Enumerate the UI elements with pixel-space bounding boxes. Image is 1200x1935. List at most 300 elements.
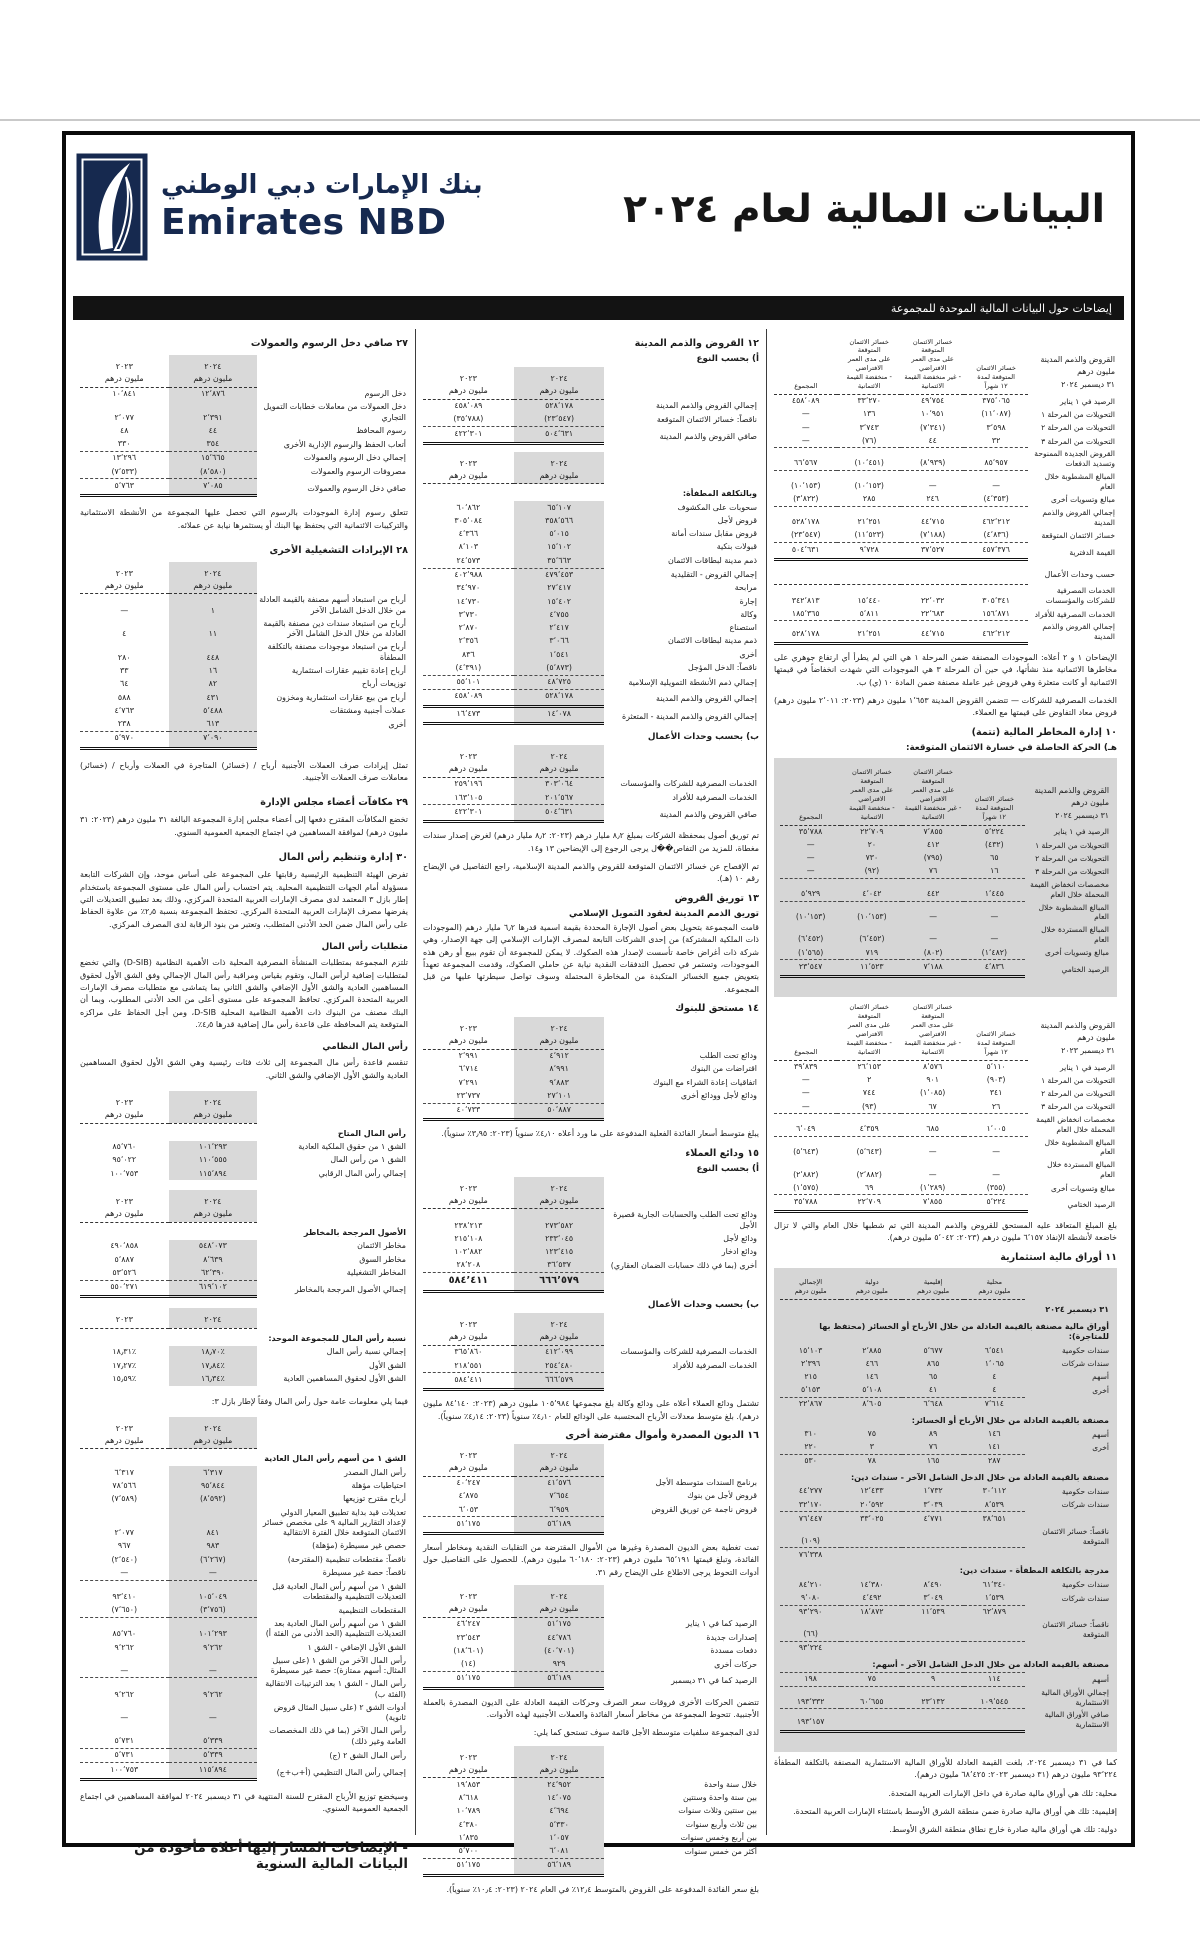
value-cell: (٦٬٤٥٢) <box>797 934 824 944</box>
header-spacer-cell <box>257 1417 408 1449</box>
value-cell: ٣١٠ <box>804 1429 817 1439</box>
row-label-cell: أرباح مقترح توزيعها <box>343 1494 406 1504</box>
value-cell: ٣٧٥٬٠٦٥ <box>982 396 1010 406</box>
table-row <box>80 479 408 496</box>
value-2024-cell: (٢٣٬٥٤٧) <box>514 413 605 427</box>
value-2024-cell: ٩٬٨٨٣ <box>514 1076 605 1089</box>
group-label-cell: الشق ١ من أسهم رأس المال العادية <box>264 1454 406 1464</box>
table-header-row <box>80 355 408 387</box>
value-2024-cell: ٤٬٩١٢ <box>514 1049 605 1063</box>
value-2023-cell: ٢٬٨٧٠ <box>458 623 479 633</box>
value-cell: ٦٬٦٤٨ <box>902 1397 963 1411</box>
table-row <box>774 470 1117 493</box>
value-cell: ١٦٥ <box>902 1454 963 1468</box>
row-label-cell: التحويلات من المرحلة ١ <box>1041 1075 1115 1085</box>
value-cell <box>964 1548 1025 1562</box>
value-2023-cell: ١٠٠٬٧٥٣ <box>110 1168 139 1178</box>
value-cell: ٤٦٦ <box>865 1358 879 1368</box>
value-2024-cell: ٣٥٤ <box>169 438 258 452</box>
value-cell <box>841 1619 902 1642</box>
value-2023-cell: ٩٦٧ <box>117 1541 131 1551</box>
value-2024-cell: ٤٬٧٥٥ <box>514 608 605 621</box>
table-row <box>774 1087 1117 1100</box>
table-row <box>774 506 1117 529</box>
row-label-cell: أسهم <box>1092 1675 1109 1685</box>
table-row <box>423 1373 759 1390</box>
value-cell: ٥٢٨٬١٧٨ <box>774 621 837 644</box>
row-label-cell: مخصصات انخفاض القيمة المحملة خلال العام <box>1036 1115 1115 1134</box>
value-2023-cell: ٤٥٨٬٠٨٩ <box>454 401 483 410</box>
value-cell: (٨٠٢) <box>923 947 943 957</box>
table-row <box>780 1641 1111 1655</box>
value-cell: — <box>806 840 815 850</box>
document-frame <box>62 131 1135 1894</box>
row-label-cell: مبالغ وتسويات أخرى <box>1050 495 1115 505</box>
value-cell: ٤ <box>992 1385 997 1395</box>
table-caption-cell <box>1025 1277 1111 1300</box>
note-paragraph: فيما يلي معلومات عامة حول رأس المال وفقاً لإطار بازل ٣: <box>211 1396 408 1406</box>
row-label-cell: الرصيد في ١ يناير <box>1060 1062 1115 1072</box>
value-cell: (٧٬١٨٨) <box>919 530 946 540</box>
table-row <box>423 608 759 621</box>
column-header-cell: محلية مليون درهم <box>964 1277 1025 1300</box>
value-2023-cell: ٦٬٣١٧ <box>114 1467 135 1477</box>
table-row <box>423 805 759 822</box>
row-label-cell: اتفاقيات إعادة الشراء مع البنوك <box>652 1077 757 1087</box>
column-header-cell: خسائر الائتمان المتوقعة على مدى العمر الافتراضي - غير منخفضة القيمة الائتمانية <box>902 767 963 825</box>
value-cell <box>964 1709 1025 1732</box>
row-label-cell: المبالغ المشطوبة خلال العام <box>1038 902 1109 922</box>
row-label-cell: التحويلات من المرحلة ٢ <box>1041 422 1115 432</box>
value-2023-cell: ٦٬٠٥٣ <box>458 1504 479 1514</box>
table-row <box>423 689 759 706</box>
column-header-cell: المجموع <box>774 336 837 394</box>
value-2024-cell: ١١ <box>169 617 258 641</box>
table-row <box>780 1655 1111 1672</box>
value-2023-cell: ٦٬٧١٤ <box>458 1064 479 1074</box>
value-2023-cell: ٩٥٬٠٢٢ <box>112 1155 137 1165</box>
table-header-row <box>80 1091 408 1123</box>
row-label-cell: التحويلات من المرحلة ٣ <box>1041 1102 1115 1112</box>
row-label-cell <box>604 1103 759 1120</box>
value-2023-cell: ٥٬٧٦٣ <box>80 479 169 496</box>
value-cell: (٤٬٨٣٦) <box>983 530 1009 540</box>
row-label-cell: أسهم <box>1092 1429 1109 1439</box>
value-cell: ١٤٦ <box>988 1429 1001 1439</box>
table-caption-cell: حسب وحدات الأعمال <box>1044 570 1115 580</box>
row-label-cell: حركات أخرى <box>714 1659 757 1669</box>
table-row <box>780 1672 1111 1686</box>
value-2023-cell: ٢٬٣٥٦ <box>458 636 479 646</box>
note-heading: ١٣ توريق القروض <box>674 892 759 904</box>
value-cell: — <box>801 1088 810 1098</box>
value-cell: ٢٦٬١٥٣ <box>857 1062 881 1072</box>
table-row <box>774 529 1117 543</box>
value-cell: ٦٦٬٥٦٧ <box>774 448 837 471</box>
table-header-row <box>423 1444 759 1476</box>
group-label-cell: الأصول المرجحة بالمخاطر <box>303 1227 406 1237</box>
table-header-row <box>423 1017 759 1049</box>
table-row <box>423 1246 759 1259</box>
value-cell: ٧١٩ <box>865 947 879 957</box>
row-label-cell: وكالة <box>740 609 757 619</box>
value-cell: ٦٬٠٤٩ <box>774 1114 837 1137</box>
value-2024-cell: ٤٤ <box>169 424 258 437</box>
value-2024-cell: — <box>169 1701 258 1725</box>
note-paragraph: تشتمل ودائع العملاء أعلاه على ودائع وكالة بلغ مجموعها ١٠٥٬٩٨٤ مليون درهم (٢٠٢٣: ٨٤٬١٤٠ مليون درهم). بلغ متوسط معدلات الأرباح المحتسبة على الودائع للعام ٤٫١٠٪ سنوياً (٢٠٢٣: ٤٫١٤٪ سنوياً). <box>423 1399 759 1421</box>
value-cell: ١٬٤٤٥ <box>964 879 1025 902</box>
value-cell: ٢٬٣٩٦ <box>801 1358 821 1368</box>
value-cell: ٥٬١٠٨ <box>862 1385 882 1395</box>
note-paragraph: بلغ سعر الفائدة المدفوعة على القروض بالمتوسط ١٢٫٤٪ في العام ٢٠٢٤ (٢٠٢٣: ١٠٫٤٪ سنوياً). <box>446 1884 759 1894</box>
group-label-cell: مدرجة بالتكلفة المطفأة - سندات دين: <box>959 1566 1109 1576</box>
data-table-four-columns <box>780 767 1111 978</box>
value-2024-cell: ٢٣٣٬٠٤٥ <box>514 1232 605 1245</box>
row-label-cell: ناقصاً: حصة غير مسيطرة <box>322 1568 406 1578</box>
note-subheading: رأس المال النظامي <box>322 1042 408 1053</box>
row-label-cell: إجمالي القروض والذمم المدينة <box>1042 507 1115 527</box>
table-row <box>423 1345 759 1359</box>
table-row <box>80 665 408 678</box>
note-paragraph: تمت تغطية بعض الديون المصدرة وغيرها من الأموال المقترضة من التقلبات النقدية ومخاطر أسعار الفائدة، وتبلغ قيمتها ٦٥٬١٩١ مليون درهم (٢٠٢٣: ٦٠٬١٨٠ مليون درهم). للحصول على التفاصيل حول أدوات التحوط يرجى الاطلاع على الإيضاح رقم ٣١. <box>423 1543 759 1577</box>
row-label-cell: التحويلات من المرحلة ٣ <box>1035 867 1109 877</box>
value-cell: ٥٬٢٢٤ <box>984 827 1004 837</box>
value-2023-cell: (٤٬٣٩١) <box>455 662 482 672</box>
table-row <box>80 1253 408 1266</box>
table-row <box>774 493 1117 507</box>
value-cell: (١١٬٠٨٧) <box>981 409 1011 419</box>
row-label-cell: مرابحة <box>734 583 757 593</box>
value-cell: (٥٬٦٤٣) <box>774 1136 837 1159</box>
value-cell: ١١٬٥٢٣ <box>841 960 902 977</box>
value-2024-cell: ١٠١٬٢٩٣ <box>169 1618 258 1642</box>
value-2023-cell: ٢٥٩٬١٩٦ <box>454 779 483 789</box>
data-table-two-columns <box>80 562 408 750</box>
value-cell: ٦٥ <box>928 1371 938 1381</box>
header-spacer-cell <box>604 367 759 399</box>
year-2023-header: ٢٠٢٣ مليون درهم <box>423 367 514 399</box>
row-label-cell: المخاطر التشغيلية <box>346 1268 406 1278</box>
table-row <box>423 427 759 444</box>
row-label-cell: إجارة <box>739 596 757 606</box>
value-cell: (١٠٬١٥٣) <box>780 901 841 924</box>
value-cell: ١٥٬٤٤٠ <box>857 595 881 605</box>
value-2024-cell: ٢٥٤٬٤٨٠ <box>514 1359 605 1373</box>
table-row <box>80 1493 408 1506</box>
year-2024-header: ٢٠٢٤ مليون درهم <box>514 1177 605 1209</box>
value-2024-cell: ٥٬٠١٥ <box>514 528 605 541</box>
table-row <box>80 1553 408 1566</box>
table-row <box>774 621 1117 644</box>
table-row <box>423 1063 759 1076</box>
value-2023-cell: ١٥٫٥٩٪ <box>112 1373 137 1383</box>
value-cell: ٧٦ <box>928 1442 938 1452</box>
table-row <box>423 661 759 675</box>
year-2023-header: ٢٠٢٣ مليون درهم <box>80 562 169 594</box>
value-cell: ١٤٬٣٨٠ <box>860 1579 884 1589</box>
row-label-cell: مبالغ وتسويات أخرى <box>1044 948 1109 958</box>
value-cell: ٢٢٬٧٠٩ <box>860 827 884 837</box>
row-label-cell: إجمالي دخل الرسوم والعمولات <box>303 453 406 463</box>
value-2023-cell: ١٣٬٢٩٦ <box>80 451 169 465</box>
value-cell: ٤ <box>992 1371 997 1381</box>
table-row <box>774 1159 1117 1182</box>
value-2024-cell: (٨٬٥٨٠) <box>169 465 258 479</box>
column-header-cell: خسائر الائتمان المتوقعة لمدة ١٢ شهراً <box>964 767 1025 825</box>
value-2023-cell: ٨٣٦ <box>462 649 475 659</box>
row-label-cell: أرباح إعادة تقييم عقارات استثمارية <box>291 666 406 675</box>
table-row <box>780 1485 1111 1498</box>
bank-logo-text <box>161 171 483 244</box>
value-cell: ٤٤٢ <box>902 879 963 902</box>
value-cell <box>902 1548 963 1562</box>
table-row <box>80 718 408 732</box>
value-2023-cell: ٢١٥٬١٠٨ <box>454 1233 483 1243</box>
value-cell: (٣٥٥) <box>986 1182 1006 1192</box>
value-2024-cell: ٨٬٩٩١ <box>514 1063 605 1076</box>
year-2024-header: ٢٠٢٤ مليون درهم <box>169 1091 258 1123</box>
value-cell: — <box>964 1136 1027 1159</box>
value-cell: ٢٤٦ <box>926 494 939 504</box>
value-2024-cell: ١٥٬٦٦٥ <box>169 451 258 465</box>
row-label-cell: إجمالي القروض والذمم المدينة <box>1042 622 1115 642</box>
note-heading: ١٢ القروض والذمم المدينة <box>634 338 759 349</box>
table-block <box>774 1002 1117 1213</box>
value-2024-cell: ٤١٢٬٠٩٩ <box>514 1345 605 1359</box>
group-label-cell: مصنفة بالقيمة العادلة من خلال الدخل الشامل الآخر - أسهم: <box>872 1659 1109 1669</box>
table-row <box>423 1503 759 1517</box>
value-cell: ٤٩٬٧٥٤ <box>920 396 945 406</box>
note-paragraph: تلتزم المجموعة بمتطلبات المنشأة المصرفية المحلية ذات الأهمية النظامية (D-SIB) والتي تخضع لمتطلبات إضافية لرأس المال، وتقوم بقياس ومراقبة رأس المال الإجمالي وفق الشق الأول لحقوق المساهمين العادية والشق الأول الإضافي والشق الثاني بما يتماشى مع متطلبات مصرف الإمارات العربية المتحدة المركزي. تحافظ المجموعة على مستوى أعلى من الحد الأدنى المطلوب، وبما أن البنك مصنف من البنوك ذات الأهمية النظامية المحلية D-SIB، ومن أجل الحفاظ على مراكزه المتوقعة يتم المحافظة على قاعدة رأس مال إضافية قدرها ٤٫٥٪. <box>80 958 408 1030</box>
row-label-cell: أخرى <box>1092 1385 1109 1395</box>
value-cell <box>902 1525 963 1548</box>
value-cell <box>841 1709 902 1732</box>
table-block <box>774 336 1117 561</box>
row-label-cell: رأس المال الآخر (بما في ذلك المخصصات العامة وغير ذلك) <box>269 1726 406 1746</box>
row-label-cell: الرصيد كما في ١ يناير <box>685 1619 757 1629</box>
value-cell <box>902 1619 963 1642</box>
value-2024-cell: ٥٠٤٬٦٣١ <box>514 805 605 822</box>
value-cell: ١٬٠٠٥ <box>964 1114 1027 1137</box>
table-row <box>774 543 1117 560</box>
table-row <box>80 1123 408 1140</box>
value-cell: ٣٢٬١٧٠ <box>798 1499 823 1509</box>
value-cell: ٢٣٬٥٤٧ <box>780 960 841 977</box>
value-2023-cell: — <box>120 1713 129 1723</box>
value-cell: — <box>902 901 963 924</box>
value-2023-cell: ٤٬٧٦٣ <box>114 705 135 715</box>
value-2024-cell: (٤٠٬٧٠١) <box>514 1644 605 1657</box>
table-row <box>80 1266 408 1280</box>
value-2023-cell: — <box>120 605 129 615</box>
table-row <box>780 1370 1111 1383</box>
value-2024-cell: ٥٦٬١٨٩ <box>514 1858 605 1875</box>
value-cell: ٦٧ <box>928 1101 937 1111</box>
value-cell: (٧٩٥) <box>923 853 943 863</box>
value-2024-cell: ١٬٥٤١ <box>514 648 605 661</box>
value-2024-cell: ٣٦٬٥٣٧ <box>514 1259 605 1273</box>
note-heading: ٢٧ صافي دخل الرسوم والعمولات <box>250 338 408 349</box>
value-cell: ٢٣٬١٣٢ <box>902 1686 963 1709</box>
row-label-cell: ناقصاً: مقتطعات تنظيمية (المقترحة) <box>287 1554 406 1564</box>
row-label-cell: المبالغ المشطوبة خلال العام <box>1044 471 1115 491</box>
value-cell: ١١٬٥٣٩ <box>902 1605 963 1619</box>
column-header-cell: خسائر الائتمان المتوقعة لمدة ١٢ شهراً <box>964 1002 1027 1060</box>
value-cell: (١٬٠٨٥) <box>919 1088 946 1098</box>
value-cell: — <box>901 470 964 493</box>
row-label-cell: سحوبات على المكشوف <box>677 502 757 512</box>
note-heading: ١١ أوراق مالية استثمارية <box>1000 1251 1117 1263</box>
value-2024-cell: ٦١٩٬١٠٢ <box>169 1280 258 1297</box>
note-paragraph: تفرض الهيئة التنظيمية الرئيسية رقابتها على المجموعة على أساس موحد، وإن الشركات التابعة مسؤولة أمام الجهات التنظيمية المحلية. يتم احتساب رأس المال على مستوى المجموعة باستخدام إطار بازل ٣ المعتمد لدى مصرف الإمارات العربية المتحدة المركزي، وذلك بعد تطبيق التعديلات التي يفرضها مصرف الإمارات العربية المتحدة المركزي. تحتفظ المجموعة بنسبة ٢٫٥٪ من علاوة الحفاظ على رأس المال ضمن الحد الأدنى المتطلب، وتعتبر من بنود الرقابة لدى المصرف المركزي. <box>80 870 408 929</box>
value-cell: ٨٬٥٣٩ <box>984 1499 1004 1509</box>
value-2023-cell: ١٠٬٧٨٩ <box>456 1806 481 1816</box>
table-header-row <box>80 1417 408 1449</box>
row-label-cell <box>1025 1512 1111 1526</box>
table-caption-cell: القروض والذمم المدينة مليون درهم ٣١ ديسمبر ٢٠٢٤ <box>1034 785 1109 820</box>
value-2023-cell: ٤٥٨٬٠٨٩ <box>423 689 514 706</box>
note-heading: ٢٩ مكافآت أعضاء مجلس الإدارة <box>260 797 408 809</box>
value-cell: (١٠٬٤٥١) <box>837 448 900 471</box>
row-label-cell: إصدارات جديدة <box>706 1632 757 1642</box>
value-cell: — <box>801 1101 810 1111</box>
value-cell: — <box>928 1169 937 1179</box>
row-label-cell <box>1025 1397 1111 1411</box>
note-paragraph: كما في ٣١ ديسمبر ٢٠٢٤، بلغت القيمة العادلة للأوراق المالية الاستثمارية المصنفة بالتكلفة المطفأة ٩٣٬٢٢٤ مليون درهم (٣١ ديسمبر ٢٠٢٣: ٦٨٬٤٢٥ مليون درهم). <box>774 1757 1118 1780</box>
value-cell: ٢٠٬٥٩٢ <box>860 1499 884 1509</box>
table-row <box>423 413 759 427</box>
value-2024-cell: ١١٥٬٨٩٤ <box>169 1167 258 1180</box>
value-2024-cell: ٤٧٩٬٤٥٣ <box>514 568 605 582</box>
value-2023-cell: ٦٠٬٨٦٢ <box>456 502 481 512</box>
note-paragraph: تتضمن الحركات الأخرى فروقات سعر الصرف وحركات القيمة العادلة على الديون المصدرة بالعملة الأجنبية. تتحوط المجموعة من مخاطر أسعار الفائدة والعملات الأجنبية لهذه الأدوات. <box>423 1697 759 1719</box>
value-2023-cell: ٥٬٧٣١ <box>114 1736 135 1746</box>
value-2023-cell: ٥٨٤٬٤١١ <box>423 1373 514 1390</box>
row-label-cell: دفعات مسددة <box>710 1645 757 1655</box>
table-row <box>780 865 1111 879</box>
value-2024-cell: ٣٠٣٬٠٦٤ <box>514 777 605 791</box>
value-2023-cell: ٣٤٬٩٧٠ <box>456 583 481 593</box>
value-cell: — <box>801 422 810 432</box>
value-cell: ٢٢٬٧٠٩ <box>837 1195 900 1212</box>
value-2024-cell: ٥٤٨٬٠٧٣ <box>169 1240 258 1253</box>
table-row <box>423 1778 759 1792</box>
note-subheading: متطلبات رأس المال <box>321 942 408 953</box>
value-2024-cell: ٤٣١ <box>169 691 258 704</box>
value-cell: ٢٬٨٨٥ <box>862 1345 882 1355</box>
value-2023-cell: ٢٣٨ <box>117 719 131 729</box>
value-2024-cell: ٧٬٠٩٠ <box>169 731 258 748</box>
value-cell: (١٠٩) <box>801 1535 820 1545</box>
table-row <box>80 1222 408 1239</box>
value-2024-cell: ١٤٬٠٧٨ <box>514 706 605 724</box>
value-cell: ٣٢ <box>991 435 1001 445</box>
row-label-cell: القيمة الدفترية <box>1069 547 1115 557</box>
value-2024-cell: — <box>169 1566 258 1580</box>
year-2024-header: ٢٠٢٤ مليون درهم <box>514 452 605 484</box>
value-2023-cell: ٤٩٠٬٨٥٨ <box>110 1241 139 1251</box>
column-header-cell: المجموع <box>774 1002 837 1060</box>
value-2024-cell: ١٤٬٠٧٥ <box>514 1792 605 1805</box>
note-paragraph: تتعلق رسوم إدارة الموجودات بالرسوم التي تحصل عليها المجموعة من الأنشطة الاستئمانية والتركيبات الائتمانية التي يحتفظ بها البنك أو يستثمرها نيابة عن عملائه. <box>80 508 408 530</box>
note-paragraph: لدى المجموعة سلفيات متوسطة الأجل قائمة سوف تستحق كما يلي: <box>533 1728 759 1738</box>
value-2024-cell: ١٥٬١٠٢ <box>514 541 605 554</box>
value-2024-cell: ١١٠٬٥٥٥ <box>169 1154 258 1167</box>
table-row <box>423 1273 759 1292</box>
value-2024-cell: ٤٤٨ <box>169 641 258 665</box>
year-2023-header: ٢٠٢٣ مليون درهم <box>423 1177 514 1209</box>
table-row <box>423 1103 759 1120</box>
row-label-cell: التحويلات من المرحلة ١ <box>1041 409 1115 419</box>
row-label-cell: بين أربع وخمس سنوات <box>680 1832 757 1842</box>
table-row <box>780 901 1111 924</box>
value-2024-cell: ٢٧٣٬٥٨٢ <box>514 1209 605 1233</box>
value-cell: ٤٦٢٬٢١٢ <box>964 506 1027 529</box>
value-cell: ١٨٥٬٣٦٥ <box>791 608 820 618</box>
table-row <box>774 1136 1117 1159</box>
row-label-cell: التحويلات من المرحلة ٣ <box>1041 436 1115 446</box>
value-cell: (٢٬٨٨٢) <box>793 1169 819 1179</box>
row-label-cell: أخرى <box>388 719 406 729</box>
value-2024-cell: ٤١٬٥٧٦ <box>514 1476 605 1490</box>
row-label-cell: أدوات الشق ٢ (على سبيل المثال قروض ثانوية) <box>273 1702 406 1723</box>
table-row <box>780 1605 1111 1619</box>
row-label-cell: قروض مقابل سندات أمانة <box>671 529 757 539</box>
table-row <box>774 1195 1117 1212</box>
row-label-cell <box>604 1858 759 1875</box>
value-2024-cell: (٨٬٥٩٢) <box>169 1493 258 1506</box>
value-cell: ٣ <box>869 1442 874 1452</box>
column-header-cell: خسائر الائتمان المتوقعة على مدى العمر الافتراضي - غير منخفضة القيمة الائتمانية <box>901 336 964 394</box>
year-2024-header: ٢٠٢٤ مليون درهم <box>514 1313 605 1345</box>
value-cell: ٦٨٥ <box>901 1114 964 1137</box>
value-cell <box>964 1619 1025 1642</box>
value-cell: ٣٤٢٬٨١٣ <box>791 595 820 605</box>
value-cell: ٣٬٠٤٩ <box>923 1592 943 1602</box>
document-header <box>66 135 1131 293</box>
row-label-cell: الخدمات المصرفية للشركات والمؤسسات <box>620 1347 757 1357</box>
value-cell: ٧٦٬٤٤٧ <box>780 1512 841 1526</box>
table-row <box>80 691 408 704</box>
value-cell: ٥٬٢٢٤ <box>964 1195 1027 1212</box>
value-2023-cell: ٤ <box>122 629 127 639</box>
year-2023-header: ٢٠٢٣ مليون درهم <box>80 1091 169 1123</box>
row-label-cell: سندات حكومية <box>1062 1580 1109 1590</box>
value-cell: (١٠٬١٥٣) <box>837 470 900 493</box>
value-cell: ٤٬٧٧١ <box>902 1512 963 1526</box>
note-subheading: ب) بحسب وحدات الأعمال <box>647 732 759 743</box>
table-header-row <box>423 1177 759 1209</box>
note-heading: ١٤ مستحق للبنوك <box>675 1003 759 1015</box>
column-header-cell <box>964 568 1027 585</box>
row-label-cell: ودائع تحت الطلب <box>699 1051 757 1061</box>
table-row <box>774 394 1117 408</box>
value-cell: ٤٬٠٤٢ <box>841 879 902 902</box>
row-label-cell: ناقصاً: خسائر الائتمان المتوقعة <box>1042 1620 1109 1639</box>
value-2023-cell: ٣٬٧٣٠ <box>458 609 479 619</box>
value-2023-cell: ٦٤ <box>120 679 129 689</box>
note-subheading: أ) بحسب النوع <box>696 354 759 364</box>
header-spacer-cell <box>257 1190 408 1222</box>
value-2024-cell: ٣٥٨٬٥٦٦ <box>514 514 605 527</box>
value-2024-cell: ٦٦٦٬٥٧٩ <box>514 1273 605 1292</box>
table-row <box>80 1580 408 1604</box>
header-spacer-cell <box>604 1585 759 1617</box>
row-label-cell: إجمالي ذمم الأنشطة التمويلية الإسلامية <box>628 677 757 687</box>
data-table-four-columns <box>774 568 1117 645</box>
table-header-row <box>80 1190 408 1222</box>
value-cell: ٣٨٬٦٥١ <box>964 1512 1025 1526</box>
